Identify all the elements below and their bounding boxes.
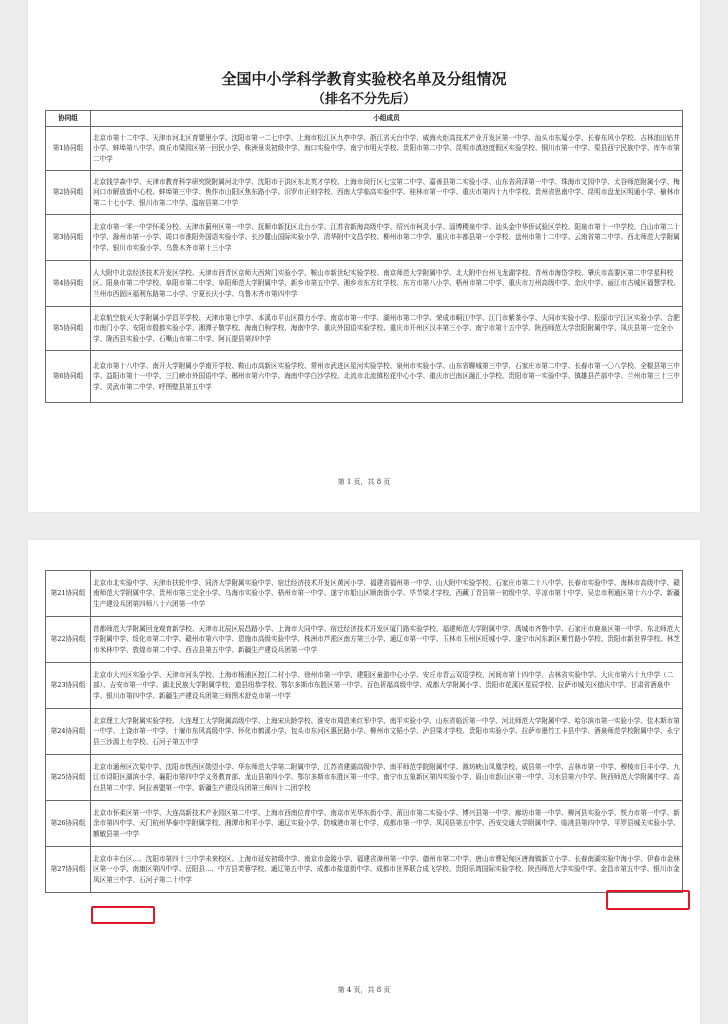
group-members: 北京市第一零一中学怀柔分校、天津市蓟州区第一中学、抚顺市新抚区北台小学、江苏省新海高级中学、绍兴市柯灵小学、淄博稷泉中学、汕头金中华侨试验区学校、阳泉市第十一中学校、白山市第二十中学、滁州市第一小学、周口市淮阳外国语实验小学、长沙麓山国际实验小学、清华附中文昌学校、柳州市第二中学、重庆市丰都县第一小学校、盘州市第十二中学、云南省第二中学、西北师范大学附属中学、银川市实验小学、乌鲁木齐市第十三小学 bbox=[91, 215, 683, 261]
table-row bbox=[46, 663, 683, 709]
group-name: 第5协同组 bbox=[46, 307, 91, 351]
group-name: 第25协同组 bbox=[46, 755, 91, 801]
table-row bbox=[46, 351, 683, 403]
group-members: 北京市第十八中学、南开大学附属小学南开学校、鞍山市高新区实验学校、常州市武进区星河实验学校、泉州市实验小学、山东省聊城第三中学、石家庄市第二中学、长春市第一〇八学校、全椒县第三中学、益阳市第十一中学、三门峡市外国语中学、郴州市第六中学、海南中学白沙学校、北流市北流镇松花中心小学、重庆市巴南区融汇小学校、贵阳市第一实验中学、镇雄县芒部中学、兰州市第三十三中学、灵武市第二中学、呼图壁县第五中学 bbox=[91, 351, 683, 403]
page-footer: 第 4 页，共 8 页 bbox=[337, 986, 391, 994]
group-members: 北京钱学森中学、天津市教育科学研究院附属河北中学、沈阳市于洪区东北英才学校、上海市闵行区七宝第二中学、嘉善县第二实验小学、山东省菏泽第一中学、珠海市文园中学、太谷师范附属小学、梅河口市解放街中心校、蚌埠第三中学、焦作市山阳区焦东路小学、汨罗市正则学校、西南大学临高实验中学、桂林市第一中学、重庆市第四十九中学校、贵州省思南中学、昆明市盘龙区明通小学、榆林市第二十七小学、银川市第二中学、温宿县第二中学 bbox=[91, 171, 683, 215]
group-members: 北京市怀柔区第一中学、大连高新技术产业园区第二中学、上海市西南位育中学、南京市光华东街小学、莆田市第二实验小学、博兴县第一中学、廊坊市第一中学、柳河县实验小学、铁力市第一中学、新余市第四中学、天门杭州华泰中学附属学校、湘潭市和平小学、通辽实验小学、防城港市第七中学、成都市第一中学、凤冈县第五中学、西安交通大学附属中学、临洮县第四中学、平罗县城关实验小学、额敏县第一中学 bbox=[91, 801, 683, 847]
group-name: 第23协同组 bbox=[46, 663, 91, 709]
page-title: 全国中小学科学教育实验校名单及分组情况 bbox=[221, 70, 507, 88]
group-name: 第22协同组 bbox=[46, 617, 91, 663]
group-table-page-4 bbox=[45, 570, 683, 893]
group-name: 第26协同组 bbox=[46, 801, 91, 847]
group-members: 北京市第十二中学、天津市河北区育婴里小学、沈阳市第一二七中学、上海市松江区九亭中学、浙江省天台中学、威海火炬高技术产业开发区第一中学、汕头市东厦小学、长春东风小学校、吉林油田钻井小学、蚌埠第八中学、商丘市梁园区第一回民小学、株洲景炎初级中学、海口实验中学、南宁市明天学校、贵阳市第二中学、昆明市滇池度假区实验学校、铜川市第一中学、渠县西宁民族中学、库车市第二中学 bbox=[91, 127, 683, 171]
table-row bbox=[46, 571, 683, 617]
group-name: 第3协同组 bbox=[46, 215, 91, 261]
table-row bbox=[46, 617, 683, 663]
group-members: 北京理工大学附属实验学校、大连理工大学附属高级中学、上海宋庆龄学校、淮安市周恩来红军中学、南平实验小学、山东省临沂第一中学、河北师范大学附属中学、哈尔滨市第一实验小学、佳木斯市第一中学、上饶市第一中学、十堰市东风高级中学、怀化市鹤溪小学、包头市东河区惠民路小学、柳州市文韬小学、泸县梁才学校、贵阳市实验小学、拉萨市墨竹工卡县中学、酒泉师范学校附属中学、永宁县三沙源上有学校、石河子第五中学 bbox=[91, 709, 683, 755]
table-row bbox=[46, 261, 683, 307]
table-row bbox=[46, 127, 683, 171]
group-name: 第2协同组 bbox=[46, 171, 91, 215]
document-page-4 bbox=[28, 540, 700, 1024]
table-row bbox=[46, 755, 683, 801]
header-members: 小组成员 bbox=[91, 111, 683, 127]
page-footer: 第 1 页，共 8 页 bbox=[337, 478, 391, 486]
document-page-1 bbox=[28, 0, 700, 512]
group-name: 第6协同组 bbox=[46, 351, 91, 403]
group-members: 北京市通州区次渠中学、沈阳市铁西区勋望小学、华东师范大学第二附属中学、江苏省建湖高级中学、南平师范学院附属中学、潍坊峡山凤凰学校、威县第一中学、吉林市第一中学、穆棱市巨丰小学、九江市浔阳区湖滨小学、襄阳市第四中学义务教育部、龙山县第四小学、鄂尔多斯市东胜区第一中学、南宁市五象新区第四实验小学、眉山市彭山区第一中学、习水县第六中学、陕西师范大学附属中学、高台县第二中学、阿拉善盟第一中学、新疆生产建设兵团第三师四十二团学校 bbox=[91, 755, 683, 801]
table-header-row bbox=[46, 111, 683, 127]
table-row bbox=[46, 847, 683, 893]
highlight-box-2 bbox=[91, 906, 155, 924]
group-members: 北京市丰台区…、沈阳市第四十三中学未来校区、上海市延安初级中学、南京市金陵小学、福建省漳州第一中学、德州市第二中学、唐山市曹妃甸区唐海镇新立小学、长春南湖实验中海小学、伊春市金林区第一小学、南康区第四中学、岳阳县...、中方县芙蓉学校、通辽第五中学、成都市盐道街中学、成都市世界联合成飞学校、贵阳乐湾国际实验学校、陕西师范大学实验中学、金昌市第五中学、银川市金凤区第三中学、石河子第二十中学 bbox=[91, 847, 683, 893]
group-name: 第4协同组 bbox=[46, 261, 91, 307]
highlight-box-1 bbox=[606, 890, 690, 910]
group-members: 人大附中北京经济技术开发区学校、天津市西青区京师大西营门实验小学、鞍山市新世纪实验学校、南京师范大学附属中学、北大附中台州飞龙湖学校、青州市海岱学校、肇庆市高要区第二中学星科校区、阳泉市第二中学校、阜阳市第二中学、阜阳师范大学附属中学、新乡市第五中学、湘乡市东方红学校、东方市第八小学、梧州市第二中学、重庆市万州高级中学、余庆中学、丽江市古城区福慧学校、兰州市西固区福利东路第二小学、宁夏长庆小学、乌鲁木齐市第四中学 bbox=[91, 261, 683, 307]
header-group: 协同组 bbox=[46, 111, 91, 127]
table-row bbox=[46, 801, 683, 847]
group-members: 北京航空航天大学附属小学昌平学校、天津市第七中学、本溪市平山区群力小学、南京市第一中学、湖州市第二中学、荣成市峒江中学、江门市紫茶小学、大同市实验小学、松原市宁江区实验小学、合肥市南门小学、安阳市殷都实验小学、湘潭子敬学校、海南白驹学校、海南中学、重庆外国语实验学校、重庆市开州区汉丰第三小学、南宁市第十五中学、陕西师范大学贵阳附属中学、凤庆县第一完全小学、陇西县实验小学、石嘴山市第二中学、阿瓦提县第四中学 bbox=[91, 307, 683, 351]
table-row bbox=[46, 709, 683, 755]
group-members: 北京市大兴区实验小学、天津市河头学校、上海市杨浦区控江二村小学、徐州市第一中学、建阳区童游中心小学、安丘市青云双语学校、河间市第十四中学、吉林省实验中学、大庆市第六十九中学（二部）、吉安市第一中学、湖北民族大学附属学校、道县纽恭学校、鄂尔多斯市东胜区第一中学、百色祈福高级中学、成都大学附属小学、贵阳市花溪区星辰学校、拉萨市城关区德庆中学、甘肃省酒泉中学、银川市第四中学、新疆生产建设兵团第三师图木舒克市第一中学 bbox=[91, 663, 683, 709]
group-name: 第1协同组 bbox=[46, 127, 91, 171]
table-row bbox=[46, 215, 683, 261]
group-name: 第27协同组 bbox=[46, 847, 91, 893]
page-subtitle: （排名不分先后） bbox=[311, 92, 416, 107]
table-row bbox=[46, 307, 683, 351]
group-table-page-1 bbox=[45, 110, 683, 403]
table-row bbox=[46, 171, 683, 215]
group-members: 北京市北实验中学、天津市扶轮中学、同济大学附属实验中学、宿迁经济技术开发区黄河小学、福建省福州第一中学、山大附中实验学校、石家庄市第二十八中学、长春市实验中学、海林市高级中学、赣南师范大学附属中学、贵州市第三完全小学、乌海市实验小学、梧州市第一中学、遂宁市船山区顺南街小学、毕节梁才学校、西藏丁青县第一初级中学、平凉市第十中学、吴忠市利通区第十六小学、新疆生产建设兵团第四师八十六团第一中学 bbox=[91, 571, 683, 617]
group-members: 首都师范大学附属回龙观育新学校、天津市北辰区辰昌路小学、上海市大同中学、宿迁经济技术开发区厦门路实验学校、福建师范大学附属中学、禹城市齐鲁中学、石家庄市鹿泉区第一中学、东北师范大学附属中学、绥化市第二中学、赣州市第六中学、恩施市高级实验中学、株洲市芦淞区南方第三小学、通辽市第一中学、玉林市玉州区旺城小学、遂宁市河东新区紫竹路小学校、贵阳市新世界学校、林芝市米林中学、敦煌市第二中学、西吉县第五中学、新疆生产建设兵团第一中学 bbox=[91, 617, 683, 663]
group-name: 第24协同组 bbox=[46, 709, 91, 755]
group-name: 第21协同组 bbox=[46, 571, 91, 617]
